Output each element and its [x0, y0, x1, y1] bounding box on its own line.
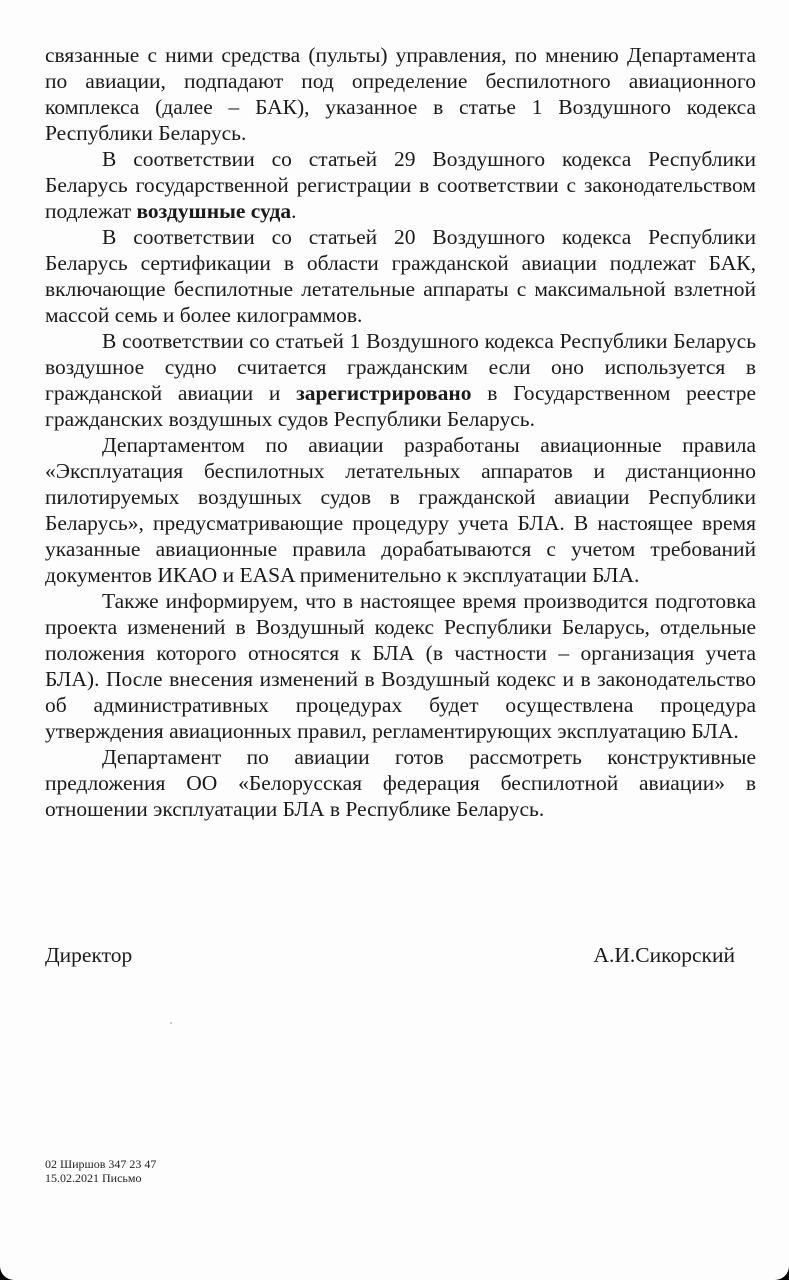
paragraph-text: . — [291, 199, 297, 223]
paragraph-text: В соответствии со статьей 20 Воздушного кодекса Республики Беларусь сертификации в области гражданской авиации подлежат БАК, включающие беспилотные летательные аппараты с максимальной взлетной массой семь и более килограммов. — [45, 225, 756, 327]
scan-speck — [170, 1022, 172, 1024]
letter-body — [45, 42, 756, 822]
executor-footer — [45, 1157, 156, 1185]
paragraph — [45, 328, 756, 432]
paragraph — [45, 588, 756, 744]
paragraph-text: Департаментом по авиации разработаны авиационные правила «Эксплуатация беспилотных летательных аппаратов и дистанционно пилотируемых воздушных судов в гражданской авиации Республики Беларусь», предусматривающие процедуру учета БЛА. В настоящее время указанные авиационные правила дорабатываются с учетом требований документов ИКАО и EASA применительно к эксплуатации БЛА. — [45, 433, 756, 587]
paragraph — [45, 432, 756, 588]
signatory-position: Директор — [45, 943, 133, 967]
document-date-line: 15.02.2021 Письмо — [45, 1171, 142, 1185]
signature-block — [45, 943, 735, 968]
paragraph-text: Также информируем, что в настоящее время производится подготовка проекта изменений в Воздушный кодекс Республики Беларусь, отдельные положения которого относятся к БЛА (в частности – организация учета БЛА). После внесения изменений в Воздушный кодекс и в законодательство об административных процедурах будет осуществлена процедура утверждения авиационных правил, регламентирующих эксплуатацию БЛА. — [45, 589, 756, 743]
bold-emphasis: зарегистрировано — [296, 381, 472, 405]
paragraph-text: в Государственном реестре гражданских воздушных судов Республики Беларусь. — [45, 381, 756, 431]
paragraph-text: В соответствии со статьей 29 Воздушного кодекса Республики Беларусь государственной регистрации в соответствии с законодательством подлежат — [45, 147, 756, 223]
paragraph-text: связанные с ними средства (пульты) управления, по мнению Департамента по авиации, подпадают под определение беспилотного авиационного комплекса (далее – БАК), указанное в статье 1 Воздушного кодекса Республики Беларусь. — [45, 43, 756, 145]
paragraph-text: Департамент по авиации готов рассмотреть конструктивные предложения ОО «Белорусская федерация беспилотной авиации» в отношении эксплуатации БЛА в Республике Беларусь. — [45, 745, 756, 821]
paragraph — [45, 42, 756, 146]
paragraph — [45, 146, 756, 224]
signatory-name: А.И.Сикорский — [593, 943, 735, 967]
paragraph — [45, 744, 756, 822]
bold-emphasis: воздушные суда — [136, 199, 292, 223]
paragraph-text: В соответствии со статьей 1 Воздушного кодекса Республики Беларусь воздушное судно считается гражданским если оно используется в гражданской авиации и — [45, 329, 756, 405]
paragraph — [45, 224, 756, 328]
executor-line: 02 Ширшов 347 23 47 — [45, 1157, 157, 1171]
